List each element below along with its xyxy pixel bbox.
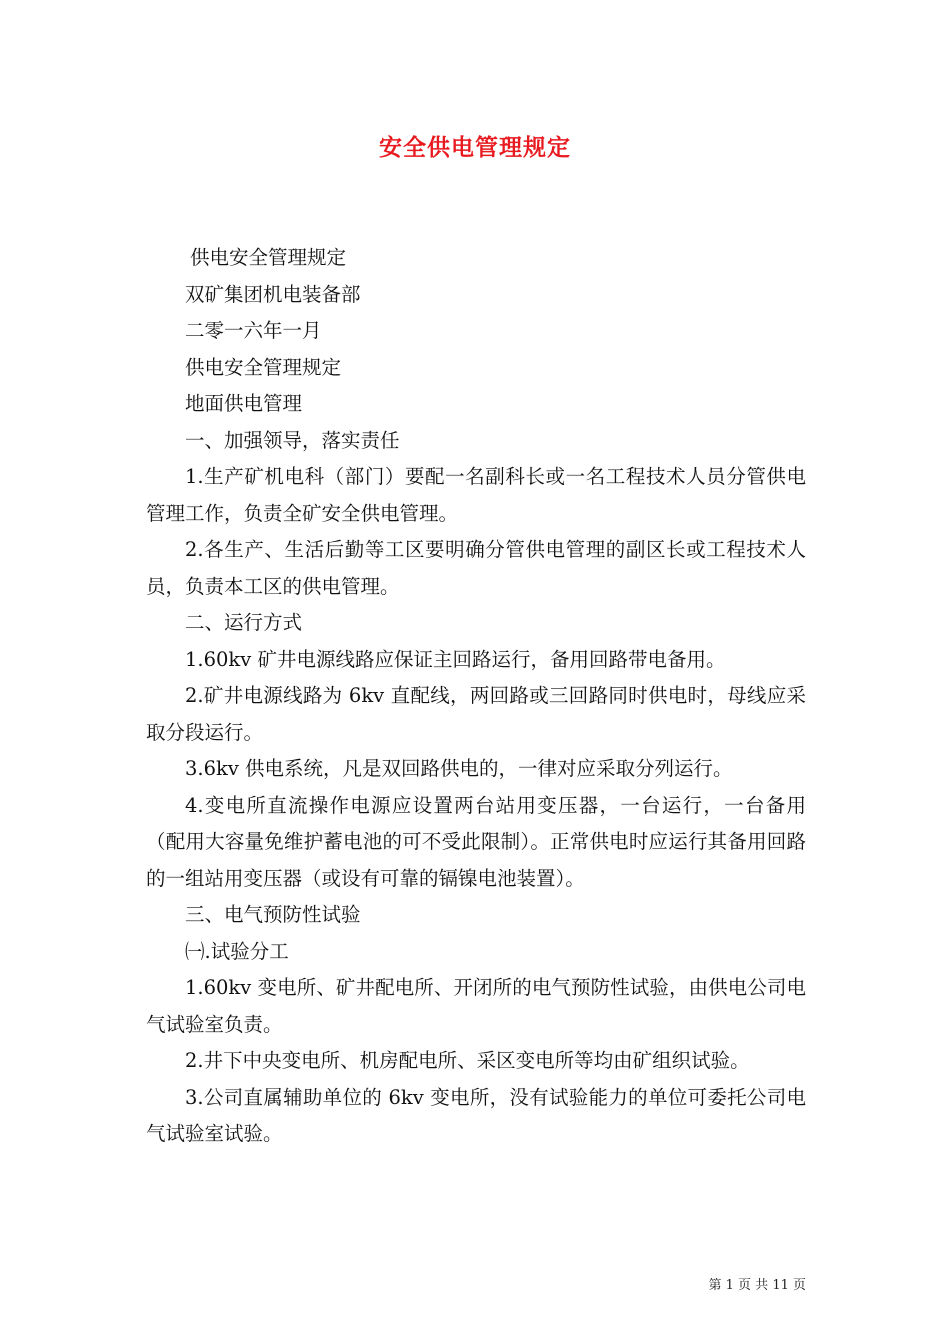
paragraph: 1.生产矿机电科（部门）要配一名副科长或一名工程技术人员分管供电管理工作，负责全矿安全供电管理。 <box>146 465 806 525</box>
paragraph: 二零一六年一月 <box>185 319 322 342</box>
document-title: 安全供电管理规定 <box>379 134 571 161</box>
section-heading: 二、运行方式 <box>185 611 303 634</box>
paragraph: 双矿集团机电装备部 <box>185 282 361 306</box>
paragraph: 2.各生产、生活后勤等工区要明确分管供电管理的副区长或工程技术人员，负责本工区的供电管理。 <box>146 538 806 598</box>
paragraph: 1.60kv 变电所、矿井配电所、开闭所的电气预防性试验，由供电公司电气试验室负责。 <box>146 976 806 1036</box>
page-number: 第 1 页 共 11 页 <box>708 1278 806 1293</box>
paragraph: 3.6kv 供电系统，凡是双回路供电的，一律对应采取分列运行。 <box>185 757 733 780</box>
section-heading: 三、电气预防性试验 <box>185 903 361 926</box>
paragraph: 2.矿井电源线路为 6kv 直配线，两回路或三回路同时供电时，母线应采取分段运行。 <box>146 684 806 744</box>
paragraph: 地面供电管理 <box>185 392 303 415</box>
section-heading: 一、加强领导，落实责任 <box>185 428 400 452</box>
paragraph: 供电安全管理规定 <box>185 355 342 379</box>
document-body <box>146 240 806 1153</box>
paragraph: 供电安全管理规定 <box>190 246 347 269</box>
subsection-heading: ㈠.试验分工 <box>185 939 289 963</box>
paragraph: 3.公司直属辅助单位的 6kv 变电所，没有试验能力的单位可委托公司电气试验室试验。 <box>146 1085 806 1145</box>
paragraph: 4.变电所直流操作电源应设置两台站用变压器，一台运行，一台备用（配用大容量免维护蓄电池的可不受此限制）。正常供电时应运行其备用回路的一组站用变压器（或设有可靠的镉镍电池装置）。 <box>146 793 806 890</box>
paragraph: 2.井下中央变电所、机房配电所、采区变电所等均由矿组织试验。 <box>185 1049 750 1072</box>
paragraph: 1.60kv 矿井电源线路应保证主回路运行，备用回路带电备用。 <box>185 647 726 671</box>
